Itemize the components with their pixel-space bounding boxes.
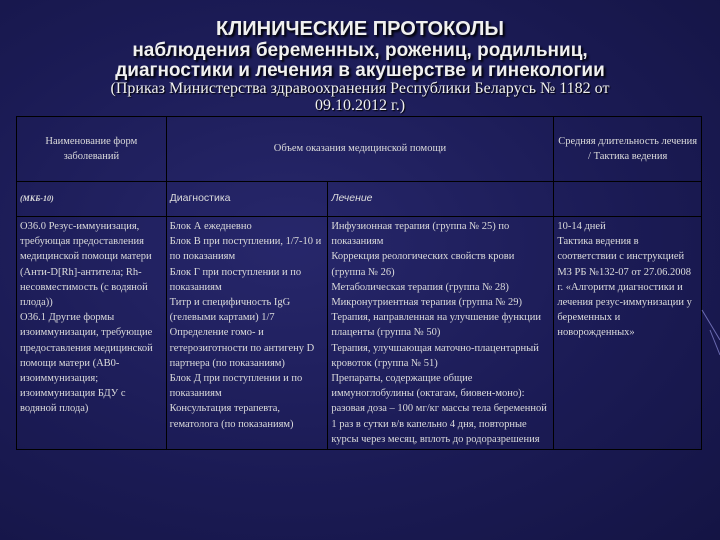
table-subheader-row <box>17 182 702 217</box>
table-row <box>17 217 702 450</box>
cell-disease-forms: O36.0 Резус-иммунизация, требующая предоставления медицинской помощи матери (Анти-D[Rh]-антитела; Rh-несовместимость (с водяной плода)) O36.1 Другие формы изоиммунизации, требующие предоставления медицинской помощи матери (AB0-изоиммунизация; изоиммунизация БДУ с водяной плода) <box>17 217 167 450</box>
subheader-treatment: Лечение <box>328 182 554 217</box>
order-reference-line-1: (Приказ Министерства здравоохранения Республики Беларусь № 1182 от <box>110 80 610 97</box>
title-line-1: КЛИНИЧЕСКИЕ ПРОТОКОЛЫ <box>216 18 504 40</box>
cell-diagnostics: Блок А ежедневно Блок В при поступлении, 1/7-10 и по показаниям Блок Г при поступлении и по показаниям Титр и специфичность IgG (гелевыми картами) 1/7 Определение гомо- и гетерозиготности по антигену D партнера (по показаниям) Блок Д при поступлении и по показаниям Консультация терапевта, гематолога (по показаниям) <box>166 217 328 450</box>
header-care-volume: Объем оказания медицинской помощи <box>166 117 554 182</box>
cell-treatment: Инфузионная терапия (группа № 25) по показаниям Коррекция реологических свойств крови (группа № 26) Метаболическая терапия (группа № 28) Микронутриентная терапия (группа № 29) Терапия, направленная на улучшение функции плаценты (группа № 50) Терапия, улучшающая маточно-плацентарный кровоток (группа № 51) Препараты, содержащие общие иммуноглобулины (октагам, биовен-моно): разовая доза – 100 мг/кг массы тела беременной 1 раз в сутки в/в капельно 4 дня, повторные курсы через месяц, вплоть до родоразрешения <box>328 217 554 450</box>
decorative-lines <box>700 300 720 360</box>
protocol-table <box>16 116 702 450</box>
subheader-diagnostics: Диагностика <box>166 182 328 217</box>
subheader-icd10: (МКБ-10) <box>17 182 167 217</box>
table-header-row <box>17 117 702 182</box>
title-line-2: наблюдения беременных, рожениц, родильниц, <box>132 40 588 61</box>
order-reference-line-2: 09.10.2012 г.) <box>314 97 406 114</box>
subheader-empty <box>554 182 702 217</box>
cell-duration-tactics: 10-14 дней Тактика ведения в соответствии с инструкцией МЗ РБ №132-07 от 27.06.2008 г. «Алгоритм диагностики и лечения резус-иммунизации у беременных и новорожденных» <box>554 217 702 450</box>
header-duration-tactics: Средняя длительность лечения / Тактика ведения <box>554 117 702 182</box>
header-disease-forms: Наименование форм заболеваний <box>17 117 167 182</box>
title-line-3: диагностики и лечения в акушерстве и гинекологии <box>115 60 605 81</box>
